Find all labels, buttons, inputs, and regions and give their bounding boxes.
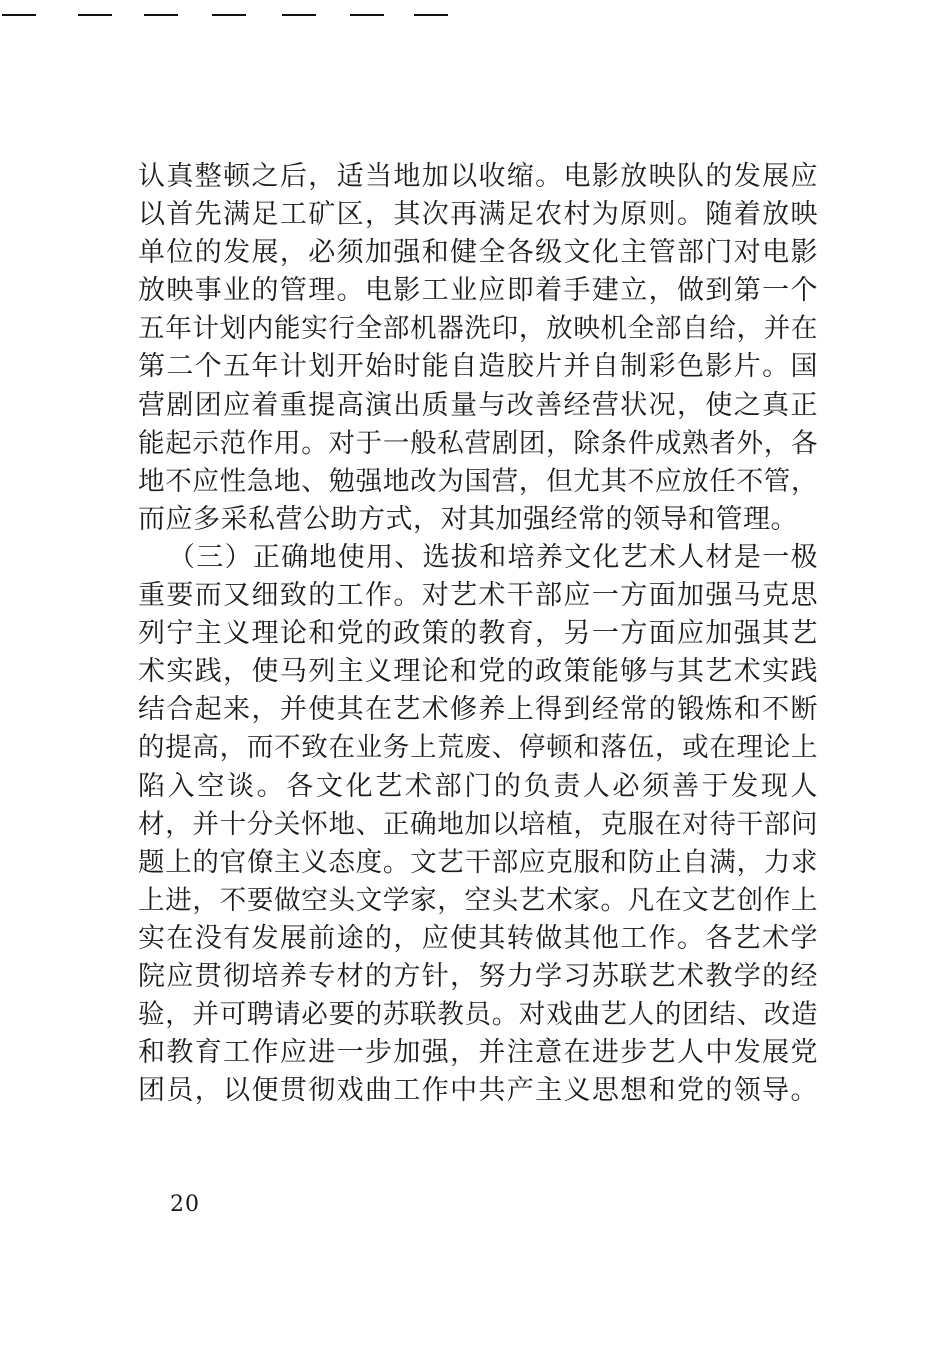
- dash-3: [144, 14, 178, 16]
- text-line: 营剧团应着重提高演出质量与改善经营状况，使之真正: [138, 389, 818, 421]
- text-line: 术实践，使马列主义理论和党的政策能够与其艺术实践: [138, 656, 818, 688]
- page-number: 20: [170, 1192, 200, 1217]
- text-line: 材，并十分关怀地、正确地加以培植，克服在对待干部问: [138, 808, 818, 840]
- text-line: 而应多采私营公助方式，对其加强经常的领导和管理。: [138, 503, 798, 535]
- text-line: 第二个五年计划开始时能自造胶片并自制彩色影片。国: [138, 351, 818, 383]
- text-line: 和教育工作应进一步加强，并注意在进步艺人中发展党: [138, 1037, 818, 1069]
- text-line: （三）正确地使用、选拔和培养文化艺术人材是一极: [168, 541, 818, 573]
- text-line: 能起示范作用。对于一般私营剧团，除条件成熟者外，各: [138, 427, 818, 459]
- dash-6: [350, 14, 384, 16]
- dash-7: [414, 14, 448, 16]
- text-line: 的提高，而不致在业务上荒废、停顿和落伍，或在理论上: [138, 732, 818, 764]
- text-line: 验，并可聘请必要的苏联教员。对戏曲艺人的团结、改造: [138, 999, 818, 1031]
- text-line: 陷入空谈。各文化艺术部门的负责人必须善于发现人: [138, 770, 818, 802]
- dash-1: [2, 14, 36, 16]
- text-line: 上进，不要做空头文学家，空头艺术家。凡在文艺创作上: [138, 884, 818, 916]
- text-line: 题上的官僚主义态度。文艺干部应克服和防止自满，力求: [138, 846, 818, 878]
- top-dash-rule: [0, 14, 470, 18]
- text-line: 结合起来，并使其在艺术修养上得到经常的锻炼和不断: [138, 694, 818, 726]
- text-line: 单位的发展，必须加强和健全各级文化主管部门对电影: [138, 237, 818, 269]
- body-text: [138, 158, 818, 1110]
- dash-4: [212, 14, 246, 16]
- dash-5: [282, 14, 316, 16]
- text-line: 地不应性急地、勉强地改为国营，但尤其不应放任不管，: [138, 465, 818, 497]
- text-line: 团员，以便贯彻戏曲工作中共产主义思想和党的领导。: [138, 1075, 818, 1107]
- text-line: 认真整顿之后，适当地加以收缩。电影放映队的发展应: [138, 161, 818, 192]
- text-line: 放映事业的管理。电影工业应即着手建立，做到第一个: [138, 275, 818, 307]
- text-line: 五年计划内能实行全部机器洗印，放映机全部自给，并在: [138, 313, 818, 345]
- text-line: 以首先满足工矿区，其次再满足农村为原则。随着放映: [138, 199, 818, 231]
- text-line: 重要而又细致的工作。对艺术干部应一方面加强马克思: [138, 580, 818, 612]
- text-line: 院应贯彻培养专材的方针，努力学习苏联艺术教学的经: [138, 960, 818, 992]
- text-line: 实在没有发展前途的，应使其转做其他工作。各艺术学: [138, 922, 818, 954]
- text-line: 列宁主义理论和党的政策的教育，另一方面应加强其艺: [138, 618, 818, 650]
- dash-2: [78, 14, 112, 16]
